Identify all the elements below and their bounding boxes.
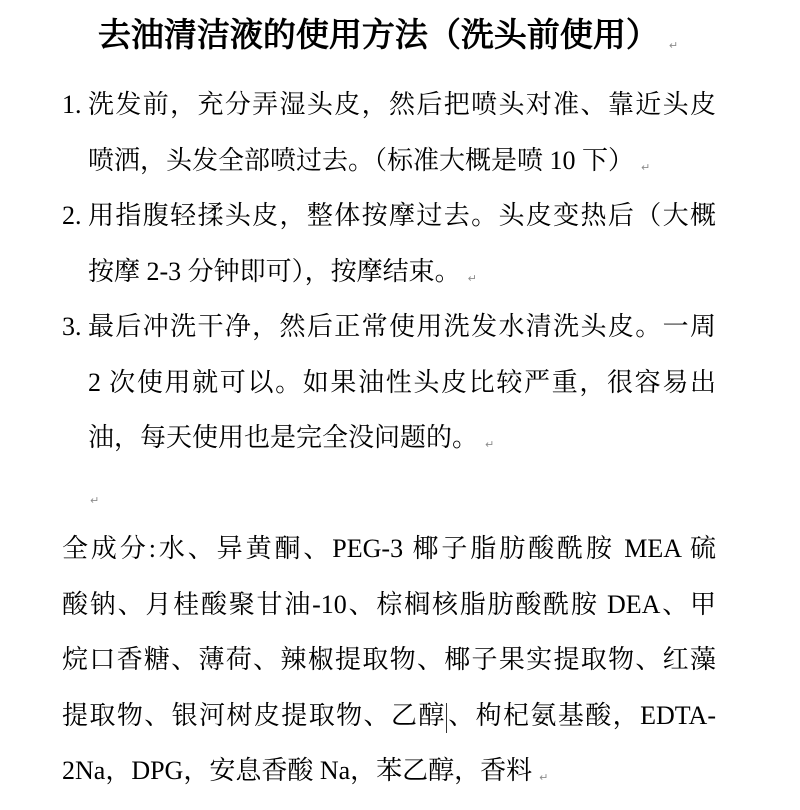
step-line [60,299,716,355]
paragraph-mark: ↵ [90,493,100,507]
ingredients-line [60,632,716,688]
step-line [60,188,716,244]
step-line [60,410,716,466]
title-text: 去油清洁液的使用方法（洗头前使用） [97,18,659,54]
step-line [60,244,716,300]
step-number: 2. [62,201,82,230]
paragraph-mark: ↵ [641,160,651,174]
step-text: 2 次使用就可以。如果油性头皮比较严重，很容易出 [88,367,716,397]
step-3 [60,299,716,466]
paragraph-mark: ↵ [485,438,495,451]
step-number: 1. [62,90,82,119]
paragraph-mark: ↵ [668,39,679,52]
step-2 [60,188,716,299]
ingredients-text: 2Na，DPG，安息香酸 Na，苯乙醇，香料 [62,756,533,785]
ingredients-text: 酸钠、月桂酸聚甘油-10、棕榈核脂肪酸酰胺 DEA、甲 [62,589,716,619]
ingredients-text: 提取物、银河树皮提取物、乙醇 [62,700,446,730]
document-title [60,14,716,58]
step-line [60,355,716,411]
empty-paragraph [60,466,716,522]
document-body [60,77,716,799]
ingredients-text: 、枸杞氨基酸，EDTA- [446,700,716,730]
paragraph-mark: ↵ [467,271,477,285]
step-1 [60,77,716,188]
step-text: 最后冲洗干净，然后正常使用洗发水清洗头皮。一周 [88,312,716,341]
ingredients-line [60,577,716,633]
ingredients-line [60,743,716,799]
step-text: 喷洒，头发全部喷过去。（标准大概是喷 10 下） [88,145,635,175]
step-text: 洗发前，充分弄湿头皮，然后把喷头对准、靠近头皮 [88,90,716,119]
ingredients-list [60,521,716,799]
step-text: 按摩 2-3 分钟即可），按摩结束。 [88,256,461,286]
step-text: 油，每天使用也是完全没问题的。 [88,423,479,452]
paragraph-mark: ↵ [539,771,549,784]
ingredients-line [60,688,716,744]
ingredients-text: 烷口香糖、薄荷、辣椒提取物、椰子果实提取物、红藻 [62,645,716,674]
step-line [60,77,716,133]
step-text: 用指腹轻揉头皮，整体按摩过去。头皮变热后（大概 [88,201,716,230]
step-number: 3. [62,312,82,341]
step-line [60,133,716,189]
ingredients-line [60,521,716,577]
ingredients-text: 全成分:水、异黄酮、PEG-3 椰子脂肪酸酰胺 MEA 硫 [62,534,716,563]
usage-steps-list [60,77,716,466]
